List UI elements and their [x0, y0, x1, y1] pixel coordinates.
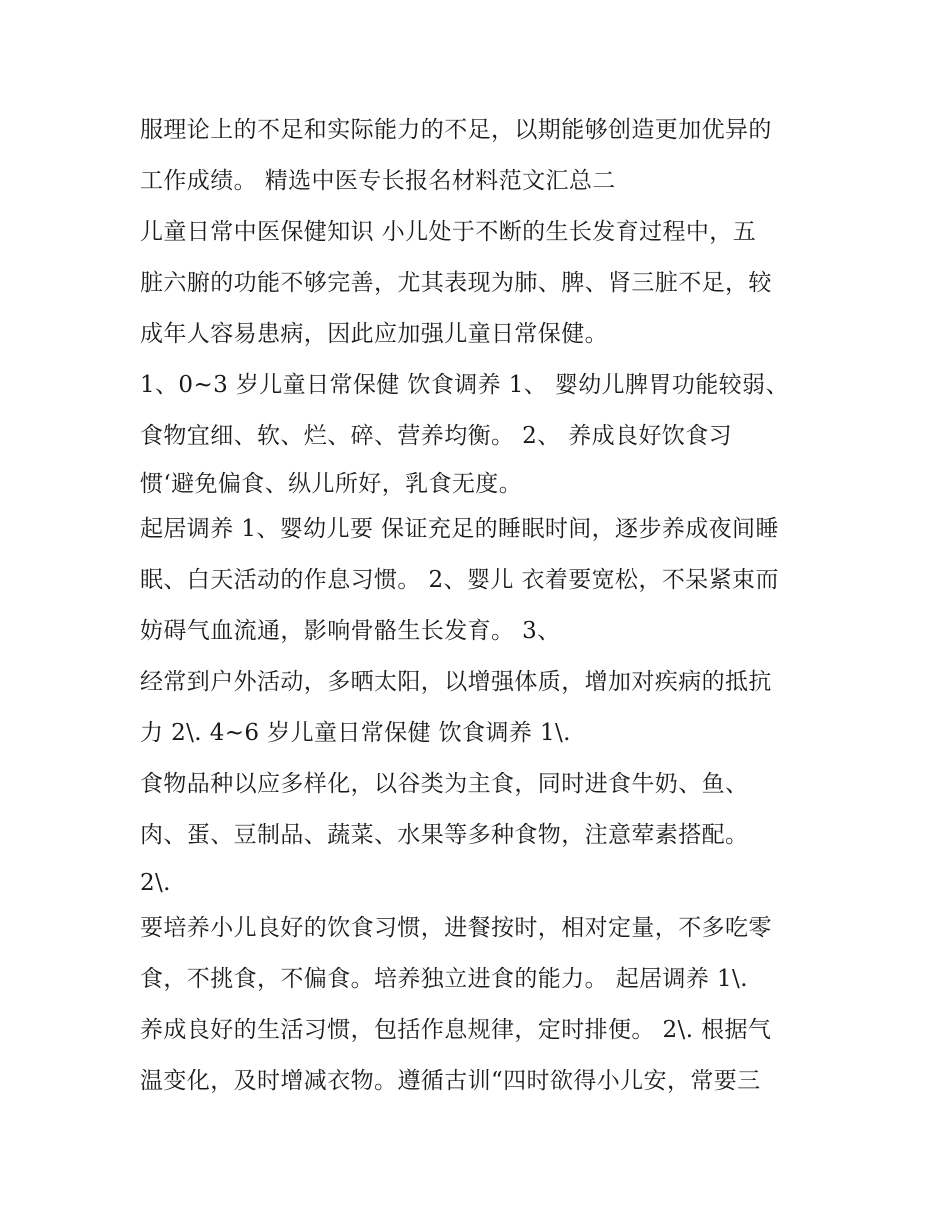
text-line: 2\.	[140, 870, 171, 896]
text-line: 温变化，及时增减衣物。遵循古训“四时欲得小儿安，常要三	[140, 1068, 761, 1094]
text-line: 食，不挑食，不偏食。培养独立进食的能力。 起居调养 1\.	[140, 966, 748, 992]
text-line: 脏六腑的功能不够完善，尤其表现为肺、脾、肾三脏不足，较	[140, 270, 772, 296]
text-line: 起居调养 1、婴幼儿要 保证充足的睡眠时间，逐步养成夜间睡	[140, 516, 779, 542]
text-line: 工作成绩。 精选中医专长报名材料范文汇总二	[140, 168, 616, 194]
document-body	[140, 108, 830, 1110]
text-line: 妨碍气血流通，影响骨骼生长发育。 3、	[140, 618, 561, 644]
text-line: 服理论上的不足和实际能力的不足，以期能够创造更加优异的	[140, 117, 772, 143]
text-line: 经常到户外活动，多晒太阳，以增强体质，增加对疾病的抵抗	[140, 669, 772, 695]
text-line: 肉、蛋、豆制品、蔬菜、水果等多种食物，注意荤素搭配。	[140, 822, 749, 848]
text-line: 惯‘避免偏食、纵儿所好，乳食无度。	[140, 471, 523, 497]
text-line: 儿童日常中医保健知识 小儿处于不断的生长发育过程中，五	[140, 219, 757, 245]
text-line: 1、0~3 岁儿童日常保健 饮食调养 1、 婴幼儿脾胃功能较弱、	[140, 372, 789, 398]
text-line: 力 2\. 4~6 岁儿童日常保健 饮食调养 1\.	[140, 720, 571, 746]
text-line: 成年人容易患病，因此应加强儿童日常保健。	[140, 321, 608, 347]
text-line: 眠、白天活动的作息习惯。 2、婴儿 衣着要宽松，不呆紧束而	[140, 567, 779, 593]
text-line: 养成良好的生活习惯，包括作息规律，定时排便。 2\. 根据气	[140, 1017, 772, 1043]
text-line: 要培养小儿良好的饮食习惯，进餐按时，相对定量，不多吃零	[140, 915, 772, 941]
text-line: 食物品种以应多样化，以谷类为主食，同时进食牛奶、鱼、	[140, 771, 749, 797]
text-line: 食物宜细、软、烂、碎、营养均衡。 2、 养成良好饮食习	[140, 423, 733, 449]
